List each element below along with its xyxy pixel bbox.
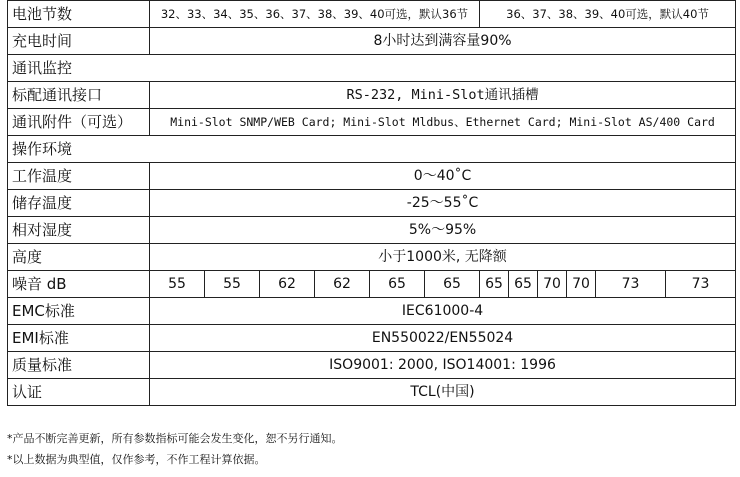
battery-value-a: 32、33、34、35、36、37、38、39、40可选，默认36节 [150, 1, 480, 28]
row-label: 储存温度 [8, 190, 150, 217]
noise-cell: 73 [666, 271, 736, 298]
footnote: *以上数据为典型值，仅作参考，不作工程计算依据。 [7, 453, 266, 466]
row-label: 电池节数 [8, 1, 150, 28]
section-title: 操作环境 [8, 136, 736, 163]
humidity-value: 5%～95% [150, 217, 736, 244]
row-label: EMC标准 [8, 298, 150, 325]
row-label: EMI标准 [8, 325, 150, 352]
row-label: 充电时间 [8, 28, 150, 55]
footnotes [7, 428, 343, 470]
row-noise [8, 271, 736, 298]
row-quality [8, 352, 736, 379]
noise-cell: 65 [509, 271, 538, 298]
footnote: *产品不断完善更新，所有参数指标可能会发生变化，恕不另行通知。 [7, 432, 343, 445]
row-cert [8, 379, 736, 406]
noise-cell: 65 [425, 271, 480, 298]
row-charge-time [8, 28, 736, 55]
row-battery [8, 1, 736, 28]
section-env [8, 136, 736, 163]
emi-value: EN550022/EN55024 [150, 325, 736, 352]
row-emc [8, 298, 736, 325]
row-accessories [8, 109, 736, 136]
altitude-value: 小于1000米, 无降额 [150, 244, 736, 271]
row-label: 标配通讯接口 [8, 82, 150, 109]
section-title: 通讯监控 [8, 55, 736, 82]
noise-cell: 55 [150, 271, 205, 298]
row-emi [8, 325, 736, 352]
row-storage-temp [8, 190, 736, 217]
row-label: 高度 [8, 244, 150, 271]
noise-cell: 62 [260, 271, 315, 298]
noise-cell: 55 [205, 271, 260, 298]
row-label: 认证 [8, 379, 150, 406]
noise-cell: 65 [370, 271, 425, 298]
row-label: 工作温度 [8, 163, 150, 190]
noise-cell: 65 [480, 271, 509, 298]
emc-value: IEC61000-4 [150, 298, 736, 325]
row-label: 噪音 dB [8, 271, 150, 298]
row-label: 相对湿度 [8, 217, 150, 244]
std-interface-value: RS-232, Mini-Slot通讯插槽 [150, 82, 736, 109]
noise-cell: 62 [315, 271, 370, 298]
noise-cell: 73 [596, 271, 666, 298]
op-temp-value: 0～40˚C [150, 163, 736, 190]
row-humidity [8, 217, 736, 244]
row-std-interface [8, 82, 736, 109]
noise-cell: 70 [567, 271, 596, 298]
row-op-temp [8, 163, 736, 190]
accessories-value: Mini-Slot SNMP/WEB Card; Mini-Slot Mldbus、Ethernet Card; Mini-Slot AS/400 Card [150, 109, 736, 136]
charge-time-value: 8小时达到满容量90% [150, 28, 736, 55]
quality-value: ISO9001: 2000, ISO14001: 1996 [150, 352, 736, 379]
spec-table [7, 0, 736, 406]
noise-cell: 70 [538, 271, 567, 298]
row-label: 通讯附件（可选） [8, 109, 150, 136]
section-comm [8, 55, 736, 82]
cert-value: TCL(中国) [150, 379, 736, 406]
row-altitude [8, 244, 736, 271]
battery-value-b: 36、37、38、39、40可选，默认40节 [480, 1, 736, 28]
storage-temp-value: -25～55˚C [150, 190, 736, 217]
row-label: 质量标准 [8, 352, 150, 379]
